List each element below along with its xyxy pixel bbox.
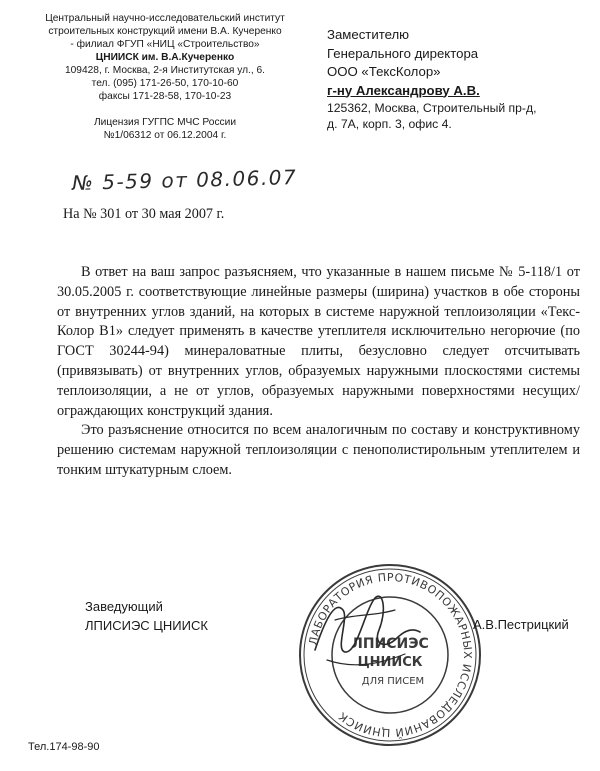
sender-line: - филиал ФГУП «НИЦ «Строительство» xyxy=(70,39,260,50)
sender-fax: факсы 171-28-58, 170-10-23 xyxy=(98,91,232,102)
reference-number: На № 301 от 30 мая 2007 г. xyxy=(63,206,225,222)
signer-name: А.В.Пестрицкий xyxy=(473,617,569,632)
stamp-center-text: ДЛЯ ПИСЕМ xyxy=(361,676,425,687)
sender-phone: тел. (095) 171-26-50, 170-10-60 xyxy=(91,78,239,89)
stamp-center-text: ЦНИИСК xyxy=(357,655,423,670)
body-paragraph: Это разъяснение относится по всем аналогичным по составу и конструктивному решению системам наружной теплоизоляции с пенополистирольным утеплителем и тонким штукатурным слоем. xyxy=(57,422,580,478)
sender-institute-name: ЦНИИСК им. В.А.Кучеренко xyxy=(95,52,235,63)
recipient-line: Заместителю xyxy=(327,27,410,42)
sender-block xyxy=(20,12,310,142)
sender-license-number: №1/06312 от 06.12.2004 г. xyxy=(103,130,227,141)
stamp-center-text: ЛПИСИЭС xyxy=(351,636,429,652)
sender-line: Центральный научно-исследовательский институт xyxy=(45,13,285,24)
footer-phone: Тел.174-98-90 xyxy=(28,741,100,753)
letter-body xyxy=(57,263,580,481)
signer-position: Заведующий xyxy=(85,599,163,614)
handwritten-signature xyxy=(305,580,425,680)
stamp-ring-text: ЛАБОРАТОРИЯ ПРОТИВОПОЖАРНЫХ ИССЛЕДОВАНИЙ ЦНИИСК xyxy=(306,570,475,740)
recipient-address: д. 7А, корп. 3, офис 4. xyxy=(327,117,452,131)
recipient-company: ООО «ТексКолор» xyxy=(327,64,441,79)
sender-line: строительных конструкций имени В.А. Кучеренко xyxy=(48,26,282,37)
recipient-address: 125362, Москва, Строительный пр-д, xyxy=(327,101,537,115)
outgoing-number-handwritten: № 5-59 от 08.06.07 xyxy=(71,165,298,195)
recipient-line: Генерального директора xyxy=(327,45,479,61)
sender-license: Лицензия ГУГПС МЧС России xyxy=(93,117,237,128)
signer-department: ЛПИСИЭС ЦНИИСК xyxy=(85,618,208,633)
recipient-name: г-ну Александрову А.В. xyxy=(327,82,480,98)
body-paragraph: В ответ на ваш запрос разъясняем, что указанные в нашем письме № 5-118/1 от 30.05.2005 г. соответствующие линейные размеры (ширина) участков в обе стороны от внутренних углов зданий, на которых в системе наружной теплоизоляции «Текс-Колор В1» следует применять в качестве утеплителя исключительно негорючие (по ГОСТ 30244-94) минераловатные плиты, безусловно следует отсчитывать (привязывать) от внутренних углов, образуемых наружными плоскостями системы теплоизоляции, а не от углов, образуемых наружными поверхностями несущих/ограждающих конструкций здания. xyxy=(57,264,580,419)
recipient-block xyxy=(327,26,592,132)
signature-title xyxy=(85,597,208,635)
sender-address: 109428, г. Москва, 2-я Институтская ул., 6. xyxy=(64,65,266,76)
